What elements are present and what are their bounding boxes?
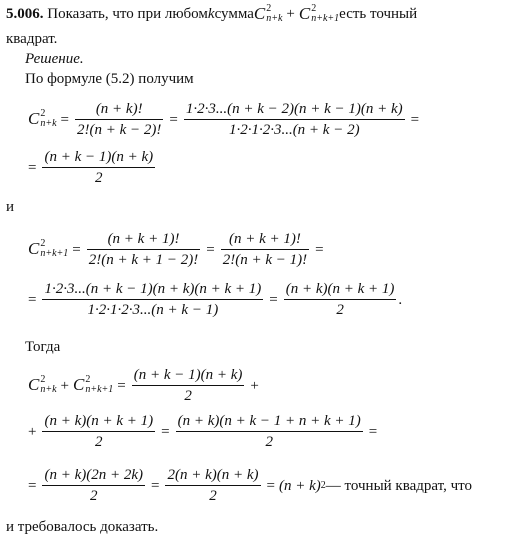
fraction: $\frac{2(n + k)(n + k)}{2}$ [167,467,259,504]
equation-2-line-2: = $\frac{1\cdot 2\cdot 3...(n + k - 1)(n + k)(n + k + 1)}{1\cdot 2\cdot 1\cdot 2\cdot 3...(n + k - 1)}$ = $\frac{(n + k)(n + k + 1)}{2}$ . [28,281,403,318]
equation-3-line-3: = $\frac{(n + k)(2n + 2k)}{2}$ = $\frac{2(n + k)(n + k)}{2}$ = (n + k) 2 — точный квадрат, что [28,467,472,504]
fraction: $\frac{(n + k)!}{2!(n + k - 2)!}$ [77,101,162,138]
problem-text-end: есть точный [339,6,418,23]
problem-text-sum: сумма [214,6,254,23]
equation-2-line-1: C 2 n+k+1 = $\frac{(n + k + 1)!}{2!(n + k + 1 - 2)!}$ = $\frac{(n + k + 1)!}{2!(n + k - 1)!}$ = [28,231,324,268]
problem-text-start: Показать, что при любом [47,6,208,23]
intro-text: По формуле (5.2) получим [25,71,194,87]
result-expression: (n + k) [279,477,321,494]
binomial-c-n-k-1: C 2 n+k+1 [28,238,69,260]
fraction: $\frac{(n + k + 1)!}{2!(n + k - 1)!}$ [222,231,308,268]
fraction: $\frac{(n + k)(n + k + 1)}{2}$ [285,281,395,318]
equation-3-line-1: C 2 n+k + C 2 n+k+1 = $\frac{(n + k - 1)(n + k)}{2}$ + [28,367,259,404]
binomial-c-n-k: C 2 n+k [28,374,57,396]
fraction: $\frac{(n + k)(2n + 2k)}{2}$ [44,467,144,504]
fraction: $\frac{(n + k)(n + k + 1)}{2}$ [44,413,154,450]
fraction: $\frac{(n + k - 1)(n + k)}{2}$ [133,367,243,404]
fraction: $\frac{(n + k)(n + k - 1 + n + k + 1)}{2}$ [177,413,361,450]
result-exponent: 2 [320,479,326,491]
fraction: $\frac{(n + k + 1)!}{2!(n + k + 1 - 2)!}$ [88,231,199,268]
problem-number: 5.006. [6,6,44,23]
equation-1-line-1: C 2 n+k = $\frac{(n + k)!}{2!(n + k - 2)!}$ = $\frac{1\cdot 2\cdot 3...(n + k - 2)(n + k - 1)(n + k)}{1\cdot 2\cdot 1\cdot 2\cdot 3...(n + k - 2)}$ = [28,101,420,138]
solution-label: Решение. [25,51,84,67]
problem-line-2: квадрат. [6,31,58,47]
fraction: $\frac{1\cdot 2\cdot 3...(n + k - 1)(n + k)(n + k + 1)}{1\cdot 2\cdot 1\cdot 2\cdot 3...(n + k - 1)}$ [44,281,262,318]
equation-3-line-2: + $\frac{(n + k)(n + k + 1)}{2}$ = $\frac{(n + k)(n + k - 1 + n + k + 1)}{2}$ = [28,413,378,450]
problem-line-1: 5.006. Показать, что при любом k сумма C 2 n+k + C 2 n+k+1 есть точный [6,3,418,25]
equation-1-line-2: = $\frac{(n + k - 1)(n + k)}{2}$ [28,149,154,186]
variable-k: k [207,6,215,23]
binomial-c-n-k: C 2 n+k [253,3,283,25]
final-line: и требовалось доказать. [6,519,159,535]
binomial-c-n-k: C 2 n+k [28,108,57,130]
fraction: $\frac{(n + k - 1)(n + k)}{2}$ [44,149,154,186]
binomial-c-n-k-1: C 2 n+k+1 [298,3,340,25]
fraction: $\frac{1\cdot 2\cdot 3...(n + k - 2)(n + k - 1)(n + k)}{1\cdot 2\cdot 1\cdot 2\cdot 3...(n + k - 2)}$ [185,101,403,138]
conjunction-and: и [6,199,15,215]
binomial-c-n-k-1: C 2 n+k+1 [73,374,114,396]
then-word: Тогда [25,339,61,355]
result-tail: — точный квадрат, что [325,477,472,494]
